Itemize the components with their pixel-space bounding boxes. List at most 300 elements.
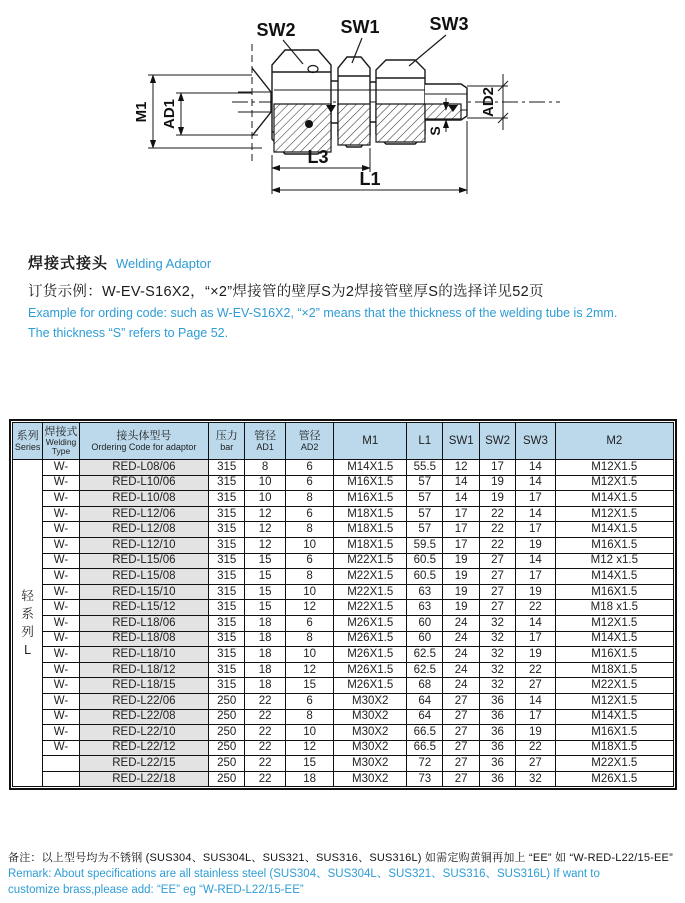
table-row — [13, 678, 674, 694]
cell-ad1: 10 — [245, 475, 285, 491]
ad1-dim-label: AD1 — [161, 98, 178, 130]
cell-pressure-bar: 315 — [209, 475, 245, 491]
cell-ad1: 22 — [245, 709, 285, 725]
m2-label: M2 — [606, 435, 623, 447]
cell-sw3: 19 — [516, 725, 555, 741]
cell-sw3: 17 — [516, 631, 555, 647]
cell-ad1: 15 — [245, 584, 285, 600]
cell-l1: 57 — [407, 522, 443, 538]
cell-m2: M18 x1.5 — [555, 600, 673, 616]
cell-l1: 60 — [407, 631, 443, 647]
cell-welding-type: W- — [43, 693, 79, 709]
cell-welding-type: W- — [43, 475, 79, 491]
cell-sw1: 19 — [443, 553, 479, 569]
cell-ordering-code: RED-L18/08 — [79, 631, 208, 647]
sw2-label: SW2 — [485, 435, 510, 447]
cell-l1: 59.5 — [407, 537, 443, 553]
table-row — [13, 615, 674, 631]
cell-l1: 62.5 — [407, 662, 443, 678]
table-row — [13, 584, 674, 600]
cell-pressure-bar: 250 — [209, 709, 245, 725]
cell-m2: M22X1.5 — [555, 756, 673, 772]
cell-sw1: 27 — [443, 725, 479, 741]
sw3-dim-label: SW3 — [429, 14, 469, 34]
cell-sw3: 22 — [516, 740, 555, 756]
m1-dim-label: M1 — [133, 101, 150, 123]
code-en: Ordering Code for adaptor — [91, 442, 197, 452]
welding-en1: Welding — [45, 437, 77, 447]
cell-sw1: 17 — [443, 522, 479, 538]
remark-en-2: customize brass,please add: “EE” eg “W-RED-L22/15-EE” — [8, 884, 304, 897]
col-header-pressure — [209, 423, 245, 460]
cell-welding-type — [43, 771, 79, 787]
pressure-zh: 压力 — [215, 430, 238, 442]
cell-ad2: 6 — [285, 693, 334, 709]
cell-sw2: 22 — [479, 522, 515, 538]
cell-pressure-bar: 315 — [209, 647, 245, 663]
cell-ordering-code: RED-L18/06 — [79, 615, 208, 631]
intro-block — [28, 252, 673, 342]
cell-sw1: 19 — [443, 569, 479, 585]
cell-pressure-bar: 315 — [209, 569, 245, 585]
cell-sw2: 32 — [479, 615, 515, 631]
cell-m1: M30X2 — [334, 740, 407, 756]
table-row — [13, 631, 674, 647]
cell-ad1: 12 — [245, 522, 285, 538]
welding-en2: Type — [51, 446, 71, 456]
cell-sw3: 22 — [516, 662, 555, 678]
cell-sw3: 32 — [516, 771, 555, 787]
cell-sw3: 17 — [516, 491, 555, 507]
welding-zh: 焊接式 — [44, 426, 78, 438]
ad1-en: AD1 — [256, 442, 274, 452]
cell-l1: 57 — [407, 506, 443, 522]
cell-m2: M16X1.5 — [555, 647, 673, 663]
cell-welding-type: W- — [43, 553, 79, 569]
cell-sw3: 14 — [516, 460, 555, 476]
cell-m1: M16X1.5 — [334, 491, 407, 507]
cell-m1: M26X1.5 — [334, 678, 407, 694]
footer-remarks — [8, 849, 680, 898]
cell-l1: 55.5 — [407, 460, 443, 476]
col-header-sw1 — [443, 423, 479, 460]
cell-pressure-bar: 250 — [209, 756, 245, 772]
cell-l1: 66.5 — [407, 725, 443, 741]
cell-m1: M30X2 — [334, 693, 407, 709]
cell-ad1: 10 — [245, 491, 285, 507]
cell-pressure-bar: 315 — [209, 553, 245, 569]
cell-sw3: 19 — [516, 647, 555, 663]
table-row — [13, 475, 674, 491]
cell-welding-type: W- — [43, 491, 79, 507]
cell-ad2: 8 — [285, 569, 334, 585]
cell-l1: 66.5 — [407, 740, 443, 756]
table-row — [13, 491, 674, 507]
remark-zh: 备注：以上型号均为不锈钢 (SUS304、SUS304L、SUS321、SUS316、SUS316L) 如需定购黄铜再加上 “EE” 如 “W-RED-L22/15-EE” — [8, 852, 673, 864]
cell-pressure-bar: 315 — [209, 678, 245, 694]
cell-sw3: 27 — [516, 756, 555, 772]
ad2-dim-label: AD2 — [480, 86, 497, 118]
cell-ad1: 22 — [245, 771, 285, 787]
s-dim-label: S — [427, 126, 443, 136]
cell-l1: 64 — [407, 693, 443, 709]
cell-ad1: 22 — [245, 725, 285, 741]
cell-ordering-code: RED-L22/10 — [79, 725, 208, 741]
cell-welding-type: W- — [43, 678, 79, 694]
cell-ad2: 6 — [285, 506, 334, 522]
cell-ad1: 15 — [245, 600, 285, 616]
cell-m1: M22X1.5 — [334, 600, 407, 616]
cell-pressure-bar: 315 — [209, 491, 245, 507]
cell-pressure-bar: 250 — [209, 740, 245, 756]
cell-m1: M22X1.5 — [334, 569, 407, 585]
cell-sw1: 14 — [443, 475, 479, 491]
cell-welding-type: W- — [43, 631, 79, 647]
code-zh: 接头体型号 — [116, 430, 172, 442]
cell-sw1: 27 — [443, 693, 479, 709]
cell-sw3: 14 — [516, 475, 555, 491]
cell-pressure-bar: 315 — [209, 537, 245, 553]
cell-l1: 60 — [407, 615, 443, 631]
cell-ordering-code: RED-L15/12 — [79, 600, 208, 616]
cell-ad2: 6 — [285, 460, 334, 476]
cell-ad2: 18 — [285, 771, 334, 787]
cell-ordering-code: RED-L10/08 — [79, 491, 208, 507]
cell-ad2: 10 — [285, 537, 334, 553]
cell-m2: M12X1.5 — [555, 693, 673, 709]
cell-m2: M16X1.5 — [555, 725, 673, 741]
series-zh: 系列 — [16, 430, 39, 442]
cell-welding-type: W- — [43, 615, 79, 631]
cell-l1: 57 — [407, 475, 443, 491]
cell-sw3: 14 — [516, 693, 555, 709]
cell-l1: 62.5 — [407, 647, 443, 663]
cell-m2: M26X1.5 — [555, 771, 673, 787]
cell-sw2: 36 — [479, 693, 515, 709]
cell-sw2: 17 — [479, 460, 515, 476]
cell-welding-type: W- — [43, 460, 79, 476]
cell-ordering-code: RED-L15/06 — [79, 553, 208, 569]
cell-ordering-code: RED-L08/06 — [79, 460, 208, 476]
cell-m2: M14X1.5 — [555, 709, 673, 725]
cell-sw2: 27 — [479, 553, 515, 569]
table-row — [13, 569, 674, 585]
cell-m1: M26X1.5 — [334, 615, 407, 631]
cell-sw1: 24 — [443, 631, 479, 647]
cell-ordering-code: RED-L15/10 — [79, 584, 208, 600]
cell-ordering-code: RED-L22/08 — [79, 709, 208, 725]
cell-m2: M12 x1.5 — [555, 553, 673, 569]
cell-l1: 72 — [407, 756, 443, 772]
ordering-example-zh: 订货示例：W-EV-S16X2，“×2”焊接管的壁厚S为2焊接管壁厚S的选择详见52页 — [28, 284, 544, 300]
cell-ad2: 10 — [285, 647, 334, 663]
col-header-sw2 — [479, 423, 515, 460]
header-row — [13, 423, 674, 460]
cell-pressure-bar: 315 — [209, 615, 245, 631]
cell-m2: M12X1.5 — [555, 615, 673, 631]
cell-sw2: 36 — [479, 725, 515, 741]
cell-ad1: 12 — [245, 506, 285, 522]
cell-sw2: 27 — [479, 569, 515, 585]
spec-table-wrap — [9, 419, 677, 790]
cell-sw2: 36 — [479, 709, 515, 725]
cell-welding-type: W- — [43, 584, 79, 600]
cell-ad2: 10 — [285, 725, 334, 741]
cell-ad2: 6 — [285, 475, 334, 491]
cell-m2: M22X1.5 — [555, 678, 673, 694]
cell-pressure-bar: 250 — [209, 693, 245, 709]
cell-ordering-code: RED-L22/15 — [79, 756, 208, 772]
cell-m2: M14X1.5 — [555, 569, 673, 585]
cell-sw2: 27 — [479, 600, 515, 616]
col-header-ad2 — [285, 423, 334, 460]
col-header-series — [13, 423, 43, 460]
cell-l1: 60.5 — [407, 553, 443, 569]
ordering-example-en-1: Example for ording code: such as W-EV-S16X2, “×2” means that the thickness of the welding tube is 2mm. — [28, 306, 618, 320]
table-row — [13, 771, 674, 787]
cell-ad2: 8 — [285, 709, 334, 725]
table-row — [13, 756, 674, 772]
cell-pressure-bar: 250 — [209, 725, 245, 741]
cell-l1: 64 — [407, 709, 443, 725]
cell-ad1: 18 — [245, 615, 285, 631]
cell-ordering-code: RED-L22/12 — [79, 740, 208, 756]
cell-welding-type: W- — [43, 600, 79, 616]
cell-m1: M26X1.5 — [334, 647, 407, 663]
cell-ad1: 15 — [245, 569, 285, 585]
cell-m2: M12X1.5 — [555, 506, 673, 522]
series-cell — [13, 460, 43, 787]
cell-ad2: 8 — [285, 522, 334, 538]
table-row — [13, 460, 674, 476]
cell-l1: 68 — [407, 678, 443, 694]
cell-sw3: 19 — [516, 584, 555, 600]
cell-ordering-code: RED-L18/15 — [79, 678, 208, 694]
cell-pressure-bar: 315 — [209, 631, 245, 647]
cell-ad2: 12 — [285, 740, 334, 756]
cell-ad1: 22 — [245, 740, 285, 756]
cell-ordering-code: RED-L12/06 — [79, 506, 208, 522]
cell-sw3: 27 — [516, 678, 555, 694]
sw1-dim-label: SW1 — [340, 17, 380, 37]
col-header-ad1 — [245, 423, 285, 460]
col-header-l1 — [407, 423, 443, 460]
cell-m1: M26X1.5 — [334, 662, 407, 678]
cell-sw2: 19 — [479, 491, 515, 507]
cell-m2: M18X1.5 — [555, 662, 673, 678]
cell-m1: M30X2 — [334, 709, 407, 725]
cell-sw1: 24 — [443, 678, 479, 694]
cell-m1: M18X1.5 — [334, 537, 407, 553]
cell-ad2: 8 — [285, 631, 334, 647]
cell-sw2: 36 — [479, 756, 515, 772]
table-row — [13, 537, 674, 553]
table-row — [13, 693, 674, 709]
cell-m2: M16X1.5 — [555, 584, 673, 600]
cell-ad2: 6 — [285, 615, 334, 631]
cell-m1: M14X1.5 — [334, 460, 407, 476]
cell-m2: M16X1.5 — [555, 537, 673, 553]
cell-ad1: 18 — [245, 678, 285, 694]
cell-l1: 60.5 — [407, 569, 443, 585]
cell-m1: M30X2 — [334, 771, 407, 787]
table-row — [13, 506, 674, 522]
table-row — [13, 725, 674, 741]
cell-pressure-bar: 315 — [209, 662, 245, 678]
cell-ordering-code: RED-L15/08 — [79, 569, 208, 585]
table-row — [13, 600, 674, 616]
cell-m1: M22X1.5 — [334, 584, 407, 600]
col-header-m1 — [334, 423, 407, 460]
cell-l1: 57 — [407, 491, 443, 507]
m1-label: M1 — [362, 435, 379, 447]
cell-pressure-bar: 250 — [209, 771, 245, 787]
cell-welding-type: W- — [43, 740, 79, 756]
cell-sw3: 17 — [516, 522, 555, 538]
cell-m1: M22X1.5 — [334, 553, 407, 569]
cell-sw1: 27 — [443, 740, 479, 756]
remark-en-1: Remark: About specifications are all stainless steel (SUS304、SUS304L、SUS321、SUS316、SUS316L) If want to — [8, 868, 600, 880]
series-char: 列 — [21, 625, 34, 640]
cell-ad1: 8 — [245, 460, 285, 476]
cell-pressure-bar: 315 — [209, 522, 245, 538]
cell-sw2: 36 — [479, 771, 515, 787]
cell-m2: M12X1.5 — [555, 460, 673, 476]
cell-ad1: 18 — [245, 662, 285, 678]
cell-ad1: 18 — [245, 647, 285, 663]
cell-sw1: 19 — [443, 600, 479, 616]
cell-pressure-bar: 315 — [209, 506, 245, 522]
series-char: L — [24, 643, 32, 658]
cell-sw2: 19 — [479, 475, 515, 491]
cell-sw1: 14 — [443, 491, 479, 507]
cell-ad2: 15 — [285, 756, 334, 772]
cell-m2: M14X1.5 — [555, 491, 673, 507]
cell-ad2: 10 — [285, 584, 334, 600]
series-char: 系 — [21, 607, 34, 622]
series-en: Series — [14, 442, 41, 452]
cell-m1: M30X2 — [334, 725, 407, 741]
cell-sw3: 14 — [516, 506, 555, 522]
cell-sw1: 27 — [443, 771, 479, 787]
cell-m2: M14X1.5 — [555, 522, 673, 538]
cell-pressure-bar: 315 — [209, 460, 245, 476]
cell-welding-type: W- — [43, 647, 79, 663]
cell-ordering-code: RED-L22/18 — [79, 771, 208, 787]
cell-pressure-bar: 315 — [209, 600, 245, 616]
cell-ordering-code: RED-L18/10 — [79, 647, 208, 663]
cell-sw1: 17 — [443, 537, 479, 553]
sw3-label: SW3 — [522, 435, 548, 447]
cell-ad1: 18 — [245, 631, 285, 647]
cell-sw1: 12 — [443, 460, 479, 476]
cell-sw1: 19 — [443, 584, 479, 600]
cell-welding-type — [43, 756, 79, 772]
cell-pressure-bar: 315 — [209, 584, 245, 600]
series-char: 轻 — [21, 589, 34, 604]
cell-ordering-code: RED-L12/10 — [79, 537, 208, 553]
cell-sw1: 24 — [443, 662, 479, 678]
table-row — [13, 662, 674, 678]
ad2-zh: 管径 — [298, 430, 321, 442]
page-title — [28, 252, 673, 273]
cell-sw2: 32 — [479, 662, 515, 678]
table-row — [13, 522, 674, 538]
cell-sw1: 24 — [443, 647, 479, 663]
cell-welding-type: W- — [43, 725, 79, 741]
sw1-label: SW1 — [448, 435, 474, 447]
cell-sw2: 22 — [479, 506, 515, 522]
cell-l1: 63 — [407, 600, 443, 616]
col-header-welding-type — [43, 423, 79, 460]
cell-sw1: 27 — [443, 709, 479, 725]
ad1-zh: 管径 — [254, 430, 277, 442]
col-header-sw3 — [516, 423, 555, 460]
cell-m1: M18X1.5 — [334, 506, 407, 522]
cell-sw2: 32 — [479, 647, 515, 663]
spec-table — [12, 422, 674, 787]
cell-welding-type: W- — [43, 709, 79, 725]
cell-sw3: 17 — [516, 709, 555, 725]
cell-ad2: 6 — [285, 553, 334, 569]
cell-sw2: 22 — [479, 537, 515, 553]
cell-ad1: 12 — [245, 537, 285, 553]
cell-m2: M12X1.5 — [555, 475, 673, 491]
cell-welding-type: W- — [43, 537, 79, 553]
pressure-en: bar — [220, 442, 234, 452]
l1-label: L1 — [418, 435, 432, 447]
cell-ad2: 12 — [285, 600, 334, 616]
cell-ordering-code: RED-L22/06 — [79, 693, 208, 709]
cell-m2: M18X1.5 — [555, 740, 673, 756]
ordering-example-en-2: The thickness “S” refers to Page 52. — [28, 326, 229, 341]
col-header-m2 — [555, 423, 673, 460]
title-en: Welding Adaptor — [116, 256, 212, 271]
table-row — [13, 553, 674, 569]
cell-l1: 63 — [407, 584, 443, 600]
cell-ordering-code: RED-L18/12 — [79, 662, 208, 678]
cell-ad2: 12 — [285, 662, 334, 678]
cell-sw2: 27 — [479, 584, 515, 600]
cell-m1: M30X2 — [334, 756, 407, 772]
title-zh: 焊接式接头 — [28, 255, 109, 272]
cell-ordering-code: RED-L10/06 — [79, 475, 208, 491]
table-row — [13, 647, 674, 663]
cell-m1: M26X1.5 — [334, 631, 407, 647]
cell-sw2: 32 — [479, 678, 515, 694]
cell-ordering-code: RED-L12/08 — [79, 522, 208, 538]
cell-welding-type: W- — [43, 569, 79, 585]
l3-dim-label: L3 — [307, 147, 329, 167]
l1-dim-label: L1 — [359, 169, 381, 189]
cell-welding-type: W- — [43, 662, 79, 678]
o-ring — [305, 120, 313, 128]
cell-sw3: 14 — [516, 615, 555, 631]
cell-sw1: 17 — [443, 506, 479, 522]
cell-sw3: 19 — [516, 537, 555, 553]
cell-sw1: 27 — [443, 756, 479, 772]
cell-m2: M14X1.5 — [555, 631, 673, 647]
cell-welding-type: W- — [43, 506, 79, 522]
cell-sw3: 22 — [516, 600, 555, 616]
cell-sw1: 24 — [443, 615, 479, 631]
cell-sw2: 32 — [479, 631, 515, 647]
cell-ad2: 15 — [285, 678, 334, 694]
cell-welding-type: W- — [43, 522, 79, 538]
cell-ad1: 15 — [245, 553, 285, 569]
cell-m1: M16X1.5 — [334, 475, 407, 491]
cell-ad1: 22 — [245, 756, 285, 772]
